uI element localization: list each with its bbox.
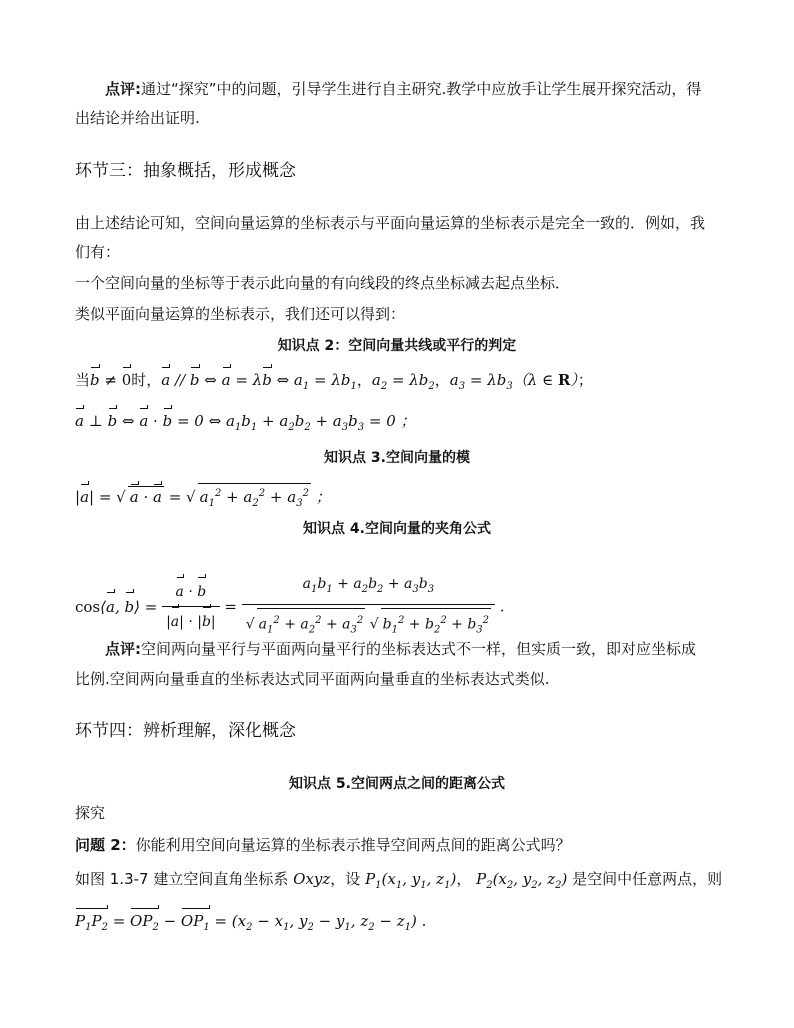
real-set-symbol: R (557, 371, 571, 389)
coordinate-system: Oxyz (293, 870, 331, 888)
question-2 (75, 835, 734, 855)
comment-1-line-2: 出结论并给出证明. (75, 109, 200, 127)
figure-sentence: 如图 1.3-7 建立空间直角坐标系 Oxyz，设 $P_1(x_1$, $y_1$, $z_1$)， $P_2(x_2$, $y_2$, $z_2$) 是空间中任意两点，则 (75, 870, 723, 891)
section-3-title: 环节三：抽象概括，形成概念 (75, 161, 296, 181)
knowledge-point-4-title: 知识点 4.空间向量的夹角公式 (303, 521, 491, 537)
formula-prefix: 当 (75, 371, 91, 389)
comment-1-line-1 (105, 79, 734, 99)
paragraph-line: 们有： (75, 243, 121, 261)
knowledge-point-3-title: 知识点 3.空间向量的模 (324, 450, 470, 466)
comment-label: 点评: (105, 80, 141, 98)
formula-angle: cos⟨a, b⟩ = $\frac{a \cdot b}{|a| \cdot |b|}$ = $\frac{a_1b_1 + a_2b_2 + a_3b_3}{√ a_1^2 + a_2^2 + a_3^2 √ b_1^2 + b_2^2 + b_3^2}$ . (75, 572, 734, 642)
comment-text: 通过“探究”中的问题，引导学生进行自主研究.教学中应放手让学生展开探究活动，得 (141, 80, 702, 98)
paragraph-line: 由上述结论可知，空间向量运算的坐标表示与平面向量运算的坐标表示是完全一致的．例如，我 (75, 214, 706, 232)
formula-parallel: 当b ≠ 0时，a // b ⇔ a = λb ⇔ $a_1 = \lambda b_1$，$a_2 = \lambda b_2$，$a_3 = \lambda b_3(\lambda$ ∈ R）； (75, 371, 593, 392)
formula-magnitude: |a| = √ a · a = √ $a_1^2 + a_2^2 + a_3^2$ ； (75, 483, 734, 514)
comment-2-line-2: 比例.空间两向量垂直的坐标表达式同平面两向量垂直的坐标表达式类似. (75, 670, 550, 688)
comment-text: 空间两向量平行与平面两向量平行的坐标表达式不一样，但实质一致，即对应坐标成 (141, 640, 697, 658)
comment-label: 点评: (105, 640, 141, 658)
formula-cond-suffix: 时， (131, 371, 162, 389)
knowledge-point-2-title: 知识点 2：空间向量共线或平行的判定 (277, 338, 517, 354)
question-label: 问题 2： (75, 836, 136, 854)
formula-distance-vector: $P_1P_2 = OP_2 - OP_1 = (x_2 - x_1$, $y_2 - y_1$, $z_2 - z_1$) . (75, 911, 734, 938)
knowledge-point-5-title: 知识点 5.空间两点之间的距离公式 (289, 776, 505, 792)
paragraph-line: 一个空间向量的坐标等于表示此向量的有向线段的终点坐标减去起点坐标． (75, 274, 571, 292)
question-text: 你能利用空间向量运算的坐标表示推导空间两点间的距离公式吗？ (135, 836, 571, 854)
section-4-title: 环节四：辨析理解，深化概念 (75, 721, 296, 741)
formula-perpendicular: a ⊥ b ⇔ a · b = 0 ⇔ $a_1b_1 + a_2b_2 + a_3b_3 = 0$ ； (75, 412, 416, 433)
explore-label: 探究 (75, 804, 106, 822)
paragraph-line: 类似平面向量运算的坐标表示，我们还可以得到： (75, 305, 406, 323)
comment-2-line-1 (105, 639, 734, 659)
